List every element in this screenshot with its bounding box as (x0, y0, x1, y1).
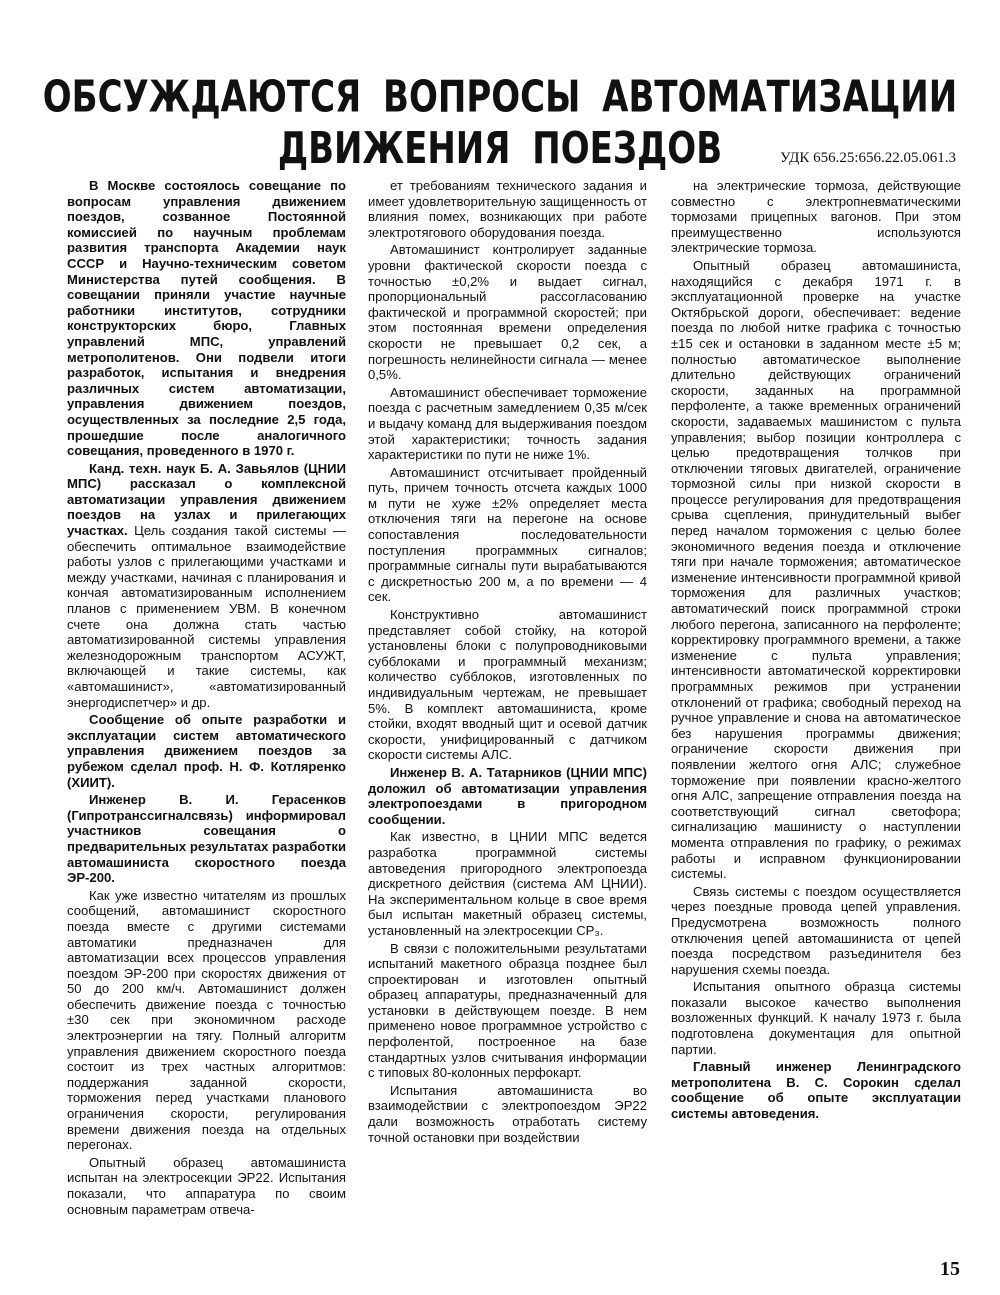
article-paragraph (368, 941, 647, 1081)
article-paragraph (368, 242, 647, 382)
article-column-2 (368, 178, 647, 1145)
paragraph-text: Опытный образец автомашиниста испытан на электросекции ЭР22. Испытания показали, что аппаратура по своим основным параметрам отвеча- (67, 1154, 346, 1217)
article-paragraph (368, 178, 647, 240)
article-paragraph (67, 712, 346, 790)
article-paragraph (368, 607, 647, 763)
paragraph-text: Как известно, в ЦНИИ МПС ведется разработка программной системы автоведения пригородного электропоезда дискретного действия (система АМ ЦНИИ). На экспериментальном кольце в свое время был испытан макетный образец системы, установленный на электросекции СР₃. (368, 829, 647, 938)
article-paragraph (67, 792, 346, 886)
article-paragraph (671, 884, 961, 978)
paragraph-text: на электрические тормоза, действующие совместно с электропневматическими тормозами прицепных вагонов. При этом преимущественно используются электрические тормоза. (671, 178, 961, 256)
article-paragraph (368, 765, 647, 827)
paragraph-text: В связи с положительными результатами испытаний макетного образца позднее был спроектирован и изготовлен опытный образец аппаратуры, предназначенный для установки в действующем поезде. В нем применено новое программное устройство с перфолентой, построенное на базе стандартных узлов считывания информации с типовых 80-колонных перфокарт. (368, 940, 647, 1081)
article-paragraph (67, 461, 346, 711)
article-paragraph (368, 1083, 647, 1145)
paragraph-text: Как уже известно читателям из прошлых сообщений, автомашинист скоростного поезда вместе с другими системами автоматики предназначен для автоматизации всех процессов управления поездом ЭР-200 при скоростях движения от 50 до 200 км/ч. Автомашинист должен обеспечить движение поезда с точностью ±30 сек при экономичном расходе электроэнергии на тягу. Полный алгоритм управления движением скоростного поезда состоит из трех частных алгоритмов: поддержания заданной скорости, торможения перед участками планового ограничения скорости, регулирования времени движения поезда на отдельных перегонах. (67, 887, 346, 1153)
article-paragraph (368, 829, 647, 938)
article-column-1 (67, 178, 346, 1217)
paragraph-text: Связь системы с поездом осуществляется через поездные провода цепей управления. Предусмотрена возможность полного отключения цепей автомашиниста от цепей поезда посредством разъединителя без нарушения схемы поезда. (671, 883, 961, 977)
article-column-3 (671, 178, 961, 1122)
paragraph-text: Конструктивно автомашинист представляет собой стойку, на которой установлены блоки с полупроводниковыми субблоками и программный механизм; количество субблоков, изготовленных по индивидуальным чертежам, не превышает 5%. В комплект автомашиниста, кроме стойки, входят вводный щит и осевой датчик скорости, унифицированный с датчиком скорости системы АЛС. (368, 607, 647, 763)
page-number: 15 (940, 1258, 960, 1280)
paragraph-lead-bold: Главный инженер Ленинградского метрополитена В. С. Сорокин сделал сообщение об опыте эксплуатации системы автоведения. (671, 1059, 961, 1122)
paragraph-text: ет требованиям технического задания и имеет удовлетворительную защищенность от влияния помех, возникающих при работе электротягового оборудования поезда. (368, 178, 647, 240)
article-paragraph (671, 1059, 961, 1121)
udk-code: УДК 656.25:656.22.05.061.3 (779, 150, 956, 166)
paragraph-lead-bold: Инженер В. И. Герасенков (Гипротранссигналсвязь) информировал участников совещания о предварительных результатах разработки автомашиниста скоростного поезда ЭР-200. (67, 792, 346, 886)
article-paragraph (368, 465, 647, 605)
paragraph-lead-bold: В Москве состоялось совещание по вопросам управления движением поездов, созванное Постоянной комиссией по научным проблемам развития транспорта Академии наук СССР и Научно-техническим советом Министерства путей сообщения. В совещании приняли участие научные работники институтов, сотрудники конструкторских бюро, Главных управлений МПС, управлений метрополитенов. Они подвели итоги разработок, испытания и внедрения различных систем автоматизации, управления движением поездов, осуществленных за последние 2,5 года, прошедшие после аналогичного совещания, проведенного в 1970 г. (67, 178, 346, 459)
paragraph-lead-bold: Инженер В. А. Татарников (ЦНИИ МПС) доложил об автоматизации управления электропоездами в пригородном сообщении. (368, 764, 647, 827)
article-paragraph (368, 385, 647, 463)
paragraph-text: Автомашинист отсчитывает пройденный путь, причем точность отсчета каждых 1000 м пути не хуже ±2% определяет места отключения тяги на перегоне на основе сопоставления последовательности поступления программных сигналов; программные сигналы пути вырабатываются с дискретностью 200 м, а по времени — 4 сек. (368, 464, 647, 605)
paragraph-text: Испытания опытного образца системы показали высокое качество выполнения возложенных функций. К началу 1973 г. была подготовлена документация для опытной партии. (671, 979, 961, 1057)
article-paragraph (67, 1155, 346, 1217)
page-title: ОБСУЖДАЮТСЯ ВОПРОСЫ АВТОМАТИЗАЦИИ ДВИЖЕНИЯ ПОЕЗДОВ (42, 72, 958, 175)
article-paragraph (671, 979, 961, 1057)
paragraph-text: Автомашинист обеспечивает торможение поезда с расчетным замедлением 0,35 м/сек и выдачу команд для выдерживания поездом этой характеристики; точность задания характеристики по пути не ниже 1%. (368, 384, 647, 463)
paragraph-text: Цель создания такой системы — обеспечить оптимальное взаимодействие работы узлов с прилегающими участками и между участками, начиная с планирования и кончая автоматизированным исполнением планов с применением УВМ. В конечном счете она должна стать частью автоматизированной системы управления железнодорожным транспортом АСУЖТ, включающей и такие системы, как «автомашинист», «автоматизированный энергодиспетчер» и др. (67, 523, 346, 710)
article-paragraph (671, 178, 961, 256)
article-paragraph (67, 888, 346, 1153)
paragraph-text: Автомашинист контролирует заданные уровни фактической скорости поезда с точностью ±0,2% и выдает сигнал, пропорциональный рассогласованию фактической и программной скоростей; при этом постоянная времени определения скорости не превышает 0,2 сек, а погрешность нелинейности сигнала — менее 0,5%. (368, 242, 647, 383)
paragraph-lead-bold: Сообщение об опыте разработки и эксплуатации систем автоматического управления движением поездов за рубежом сделал проф. Н. Ф. Котляренко (ХИИТ). (67, 712, 346, 790)
paragraph-text: Опытный образец автомашиниста, находящийся с декабря 1971 г. в эксплуатационной проверке на участке Октябрьской дороги, обеспечивает: ведение поезда по любой нитке графика с точностью ±15 сек и остановки в заданном месте ±5 м; полностью автоматическое выполнение длительно действующих ограничений скорости, заданных на программной перфоленте, а также временных ограничений скорости, задаваемых машинистом с пульта управления; выбор позиции контроллера с целью предотвращения толчков при отключении тяговых двигателей, ограничение тормозной силы при низкой скорости в процессе регулирования для предотвращения срыва сцепления, принудительный выбег перед началом торможения с целью более экономичного ведения поезда и отключение тяги при начале торможения; автоматическое изменение интенсивности программной кривой торможения для различных участков; автоматический поиск программной строки любого перегона, записанного на перфоленте; корректировку программного времени, а также изменение с пульта управления; интенсивности автоматической корректировки программных режимов при устранении отклонений от графика; свободный переход на ручное управление и снова на автоматическое без нарушения программы движения; ограничение скорости движения при появлении желтого огня АЛС; служебное торможение при появлении красно-желтого огня АЛС, запрещение отправления поезда на соответствующий сигнал светофора; сигнализацию машинисту о наступлении момента отправления по графику, о режимах работы и исправном функционировании системы. (671, 257, 961, 882)
article-paragraph (67, 178, 346, 459)
article-paragraph (671, 258, 961, 882)
paragraph-lead-bold: Канд. техн. наук Б. А. Завьялов (ЦНИИ МПС) рассказал о комплексной автоматизации управления движением поездов на узлах и прилегающих участках. (67, 460, 346, 539)
paragraph-text: Испытания автомашиниста во взаимодействии с электропоездом ЭР22 дали возможность отработать систему точной остановки при воздействии (368, 1082, 647, 1145)
